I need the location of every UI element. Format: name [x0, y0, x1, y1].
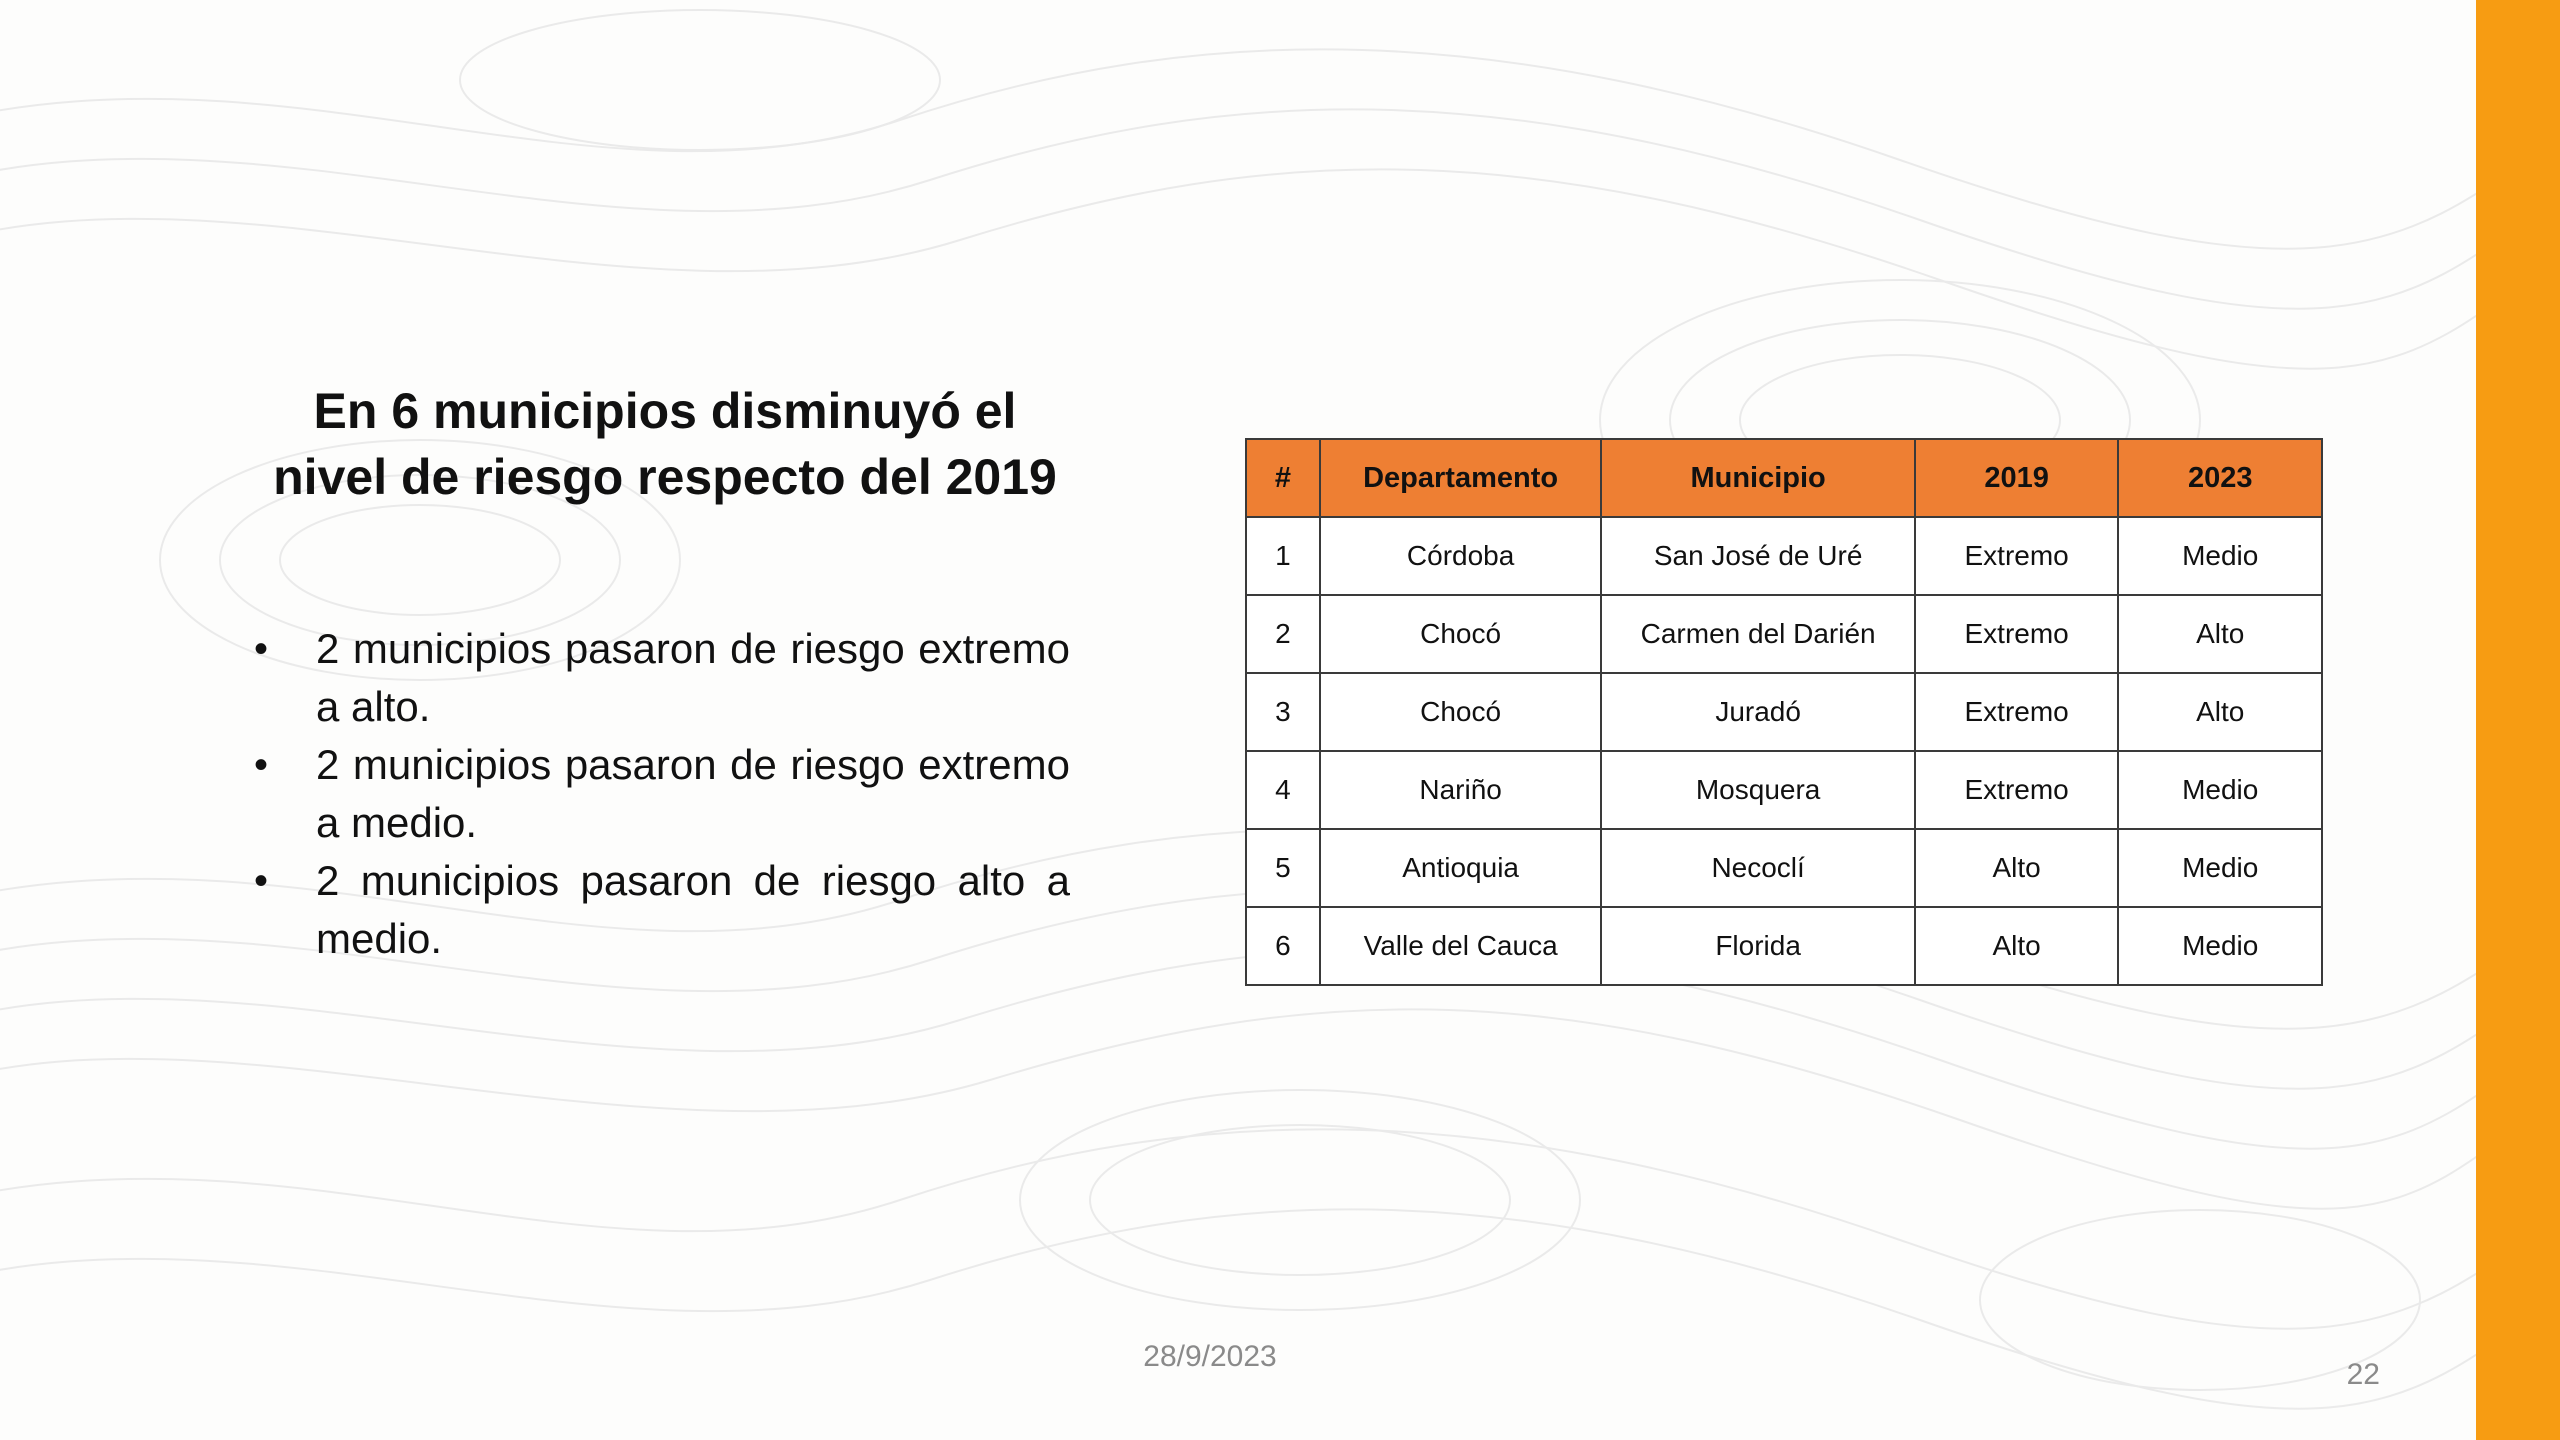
table-row [1246, 829, 2322, 907]
cell-departamento: Nariño [1320, 751, 1602, 829]
cell-2023: Medio [2118, 751, 2322, 829]
header-2023: 2023 [2118, 439, 2322, 517]
cell-departamento: Valle del Cauca [1320, 907, 1602, 985]
bullet-item [250, 852, 1070, 968]
cell-2019: Extremo [1915, 595, 2119, 673]
bullet-text: 2 municipios pasaron de riesgo extremo a alto. [316, 625, 1070, 730]
table-header-row [1246, 439, 2322, 517]
cell-municipio: San José de Uré [1601, 517, 1914, 595]
bullet-text: 2 municipios pasaron de riesgo alto a medio. [316, 857, 1070, 962]
bullet-text: 2 municipios pasaron de riesgo extremo a medio. [316, 741, 1070, 846]
slide-title-line-2: nivel de riesgo respecto del 2019 [273, 449, 1057, 505]
slide-title [240, 378, 1090, 510]
cell-number: 4 [1246, 751, 1320, 829]
cell-2023: Alto [2118, 595, 2322, 673]
risk-municipalities-table [1245, 438, 2323, 986]
cell-2019: Alto [1915, 829, 2119, 907]
cell-2019: Alto [1915, 907, 2119, 985]
cell-2019: Extremo [1915, 751, 2119, 829]
bullet-dot: • [254, 627, 269, 671]
bullet-item [250, 620, 1070, 736]
footer-date: 28/9/2023 [1143, 1340, 1277, 1373]
cell-departamento: Chocó [1320, 673, 1602, 751]
cell-number: 1 [1246, 517, 1320, 595]
cell-2023: Medio [2118, 907, 2322, 985]
cell-2023: Medio [2118, 517, 2322, 595]
cell-2023: Alto [2118, 673, 2322, 751]
slide-title-line-1: En 6 municipios disminuyó el [313, 383, 1017, 439]
table-row [1246, 595, 2322, 673]
cell-number: 6 [1246, 907, 1320, 985]
bullet-item [250, 736, 1070, 852]
cell-2019: Extremo [1915, 517, 2119, 595]
bullet-dot: • [254, 743, 269, 787]
cell-municipio: Necoclí [1601, 829, 1914, 907]
cell-municipio: Juradó [1601, 673, 1914, 751]
cell-municipio: Mosquera [1601, 751, 1914, 829]
header-2019: 2019 [1915, 439, 2119, 517]
cell-municipio: Carmen del Darién [1601, 595, 1914, 673]
cell-departamento: Córdoba [1320, 517, 1602, 595]
accent-side-bar [2476, 0, 2560, 1440]
header-number: # [1246, 439, 1320, 517]
cell-number: 5 [1246, 829, 1320, 907]
cell-number: 2 [1246, 595, 1320, 673]
cell-2019: Extremo [1915, 673, 2119, 751]
cell-municipio: Florida [1601, 907, 1914, 985]
header-departamento: Departamento [1320, 439, 1602, 517]
table-row [1246, 517, 2322, 595]
page-number: 22 [2346, 1358, 2380, 1391]
table-row [1246, 907, 2322, 985]
table-row [1246, 673, 2322, 751]
header-municipio: Municipio [1601, 439, 1914, 517]
table-row [1246, 751, 2322, 829]
cell-departamento: Antioquia [1320, 829, 1602, 907]
bullet-dot: • [254, 859, 269, 903]
cell-number: 3 [1246, 673, 1320, 751]
cell-2023: Medio [2118, 829, 2322, 907]
bullet-list [250, 620, 1070, 968]
cell-departamento: Chocó [1320, 595, 1602, 673]
